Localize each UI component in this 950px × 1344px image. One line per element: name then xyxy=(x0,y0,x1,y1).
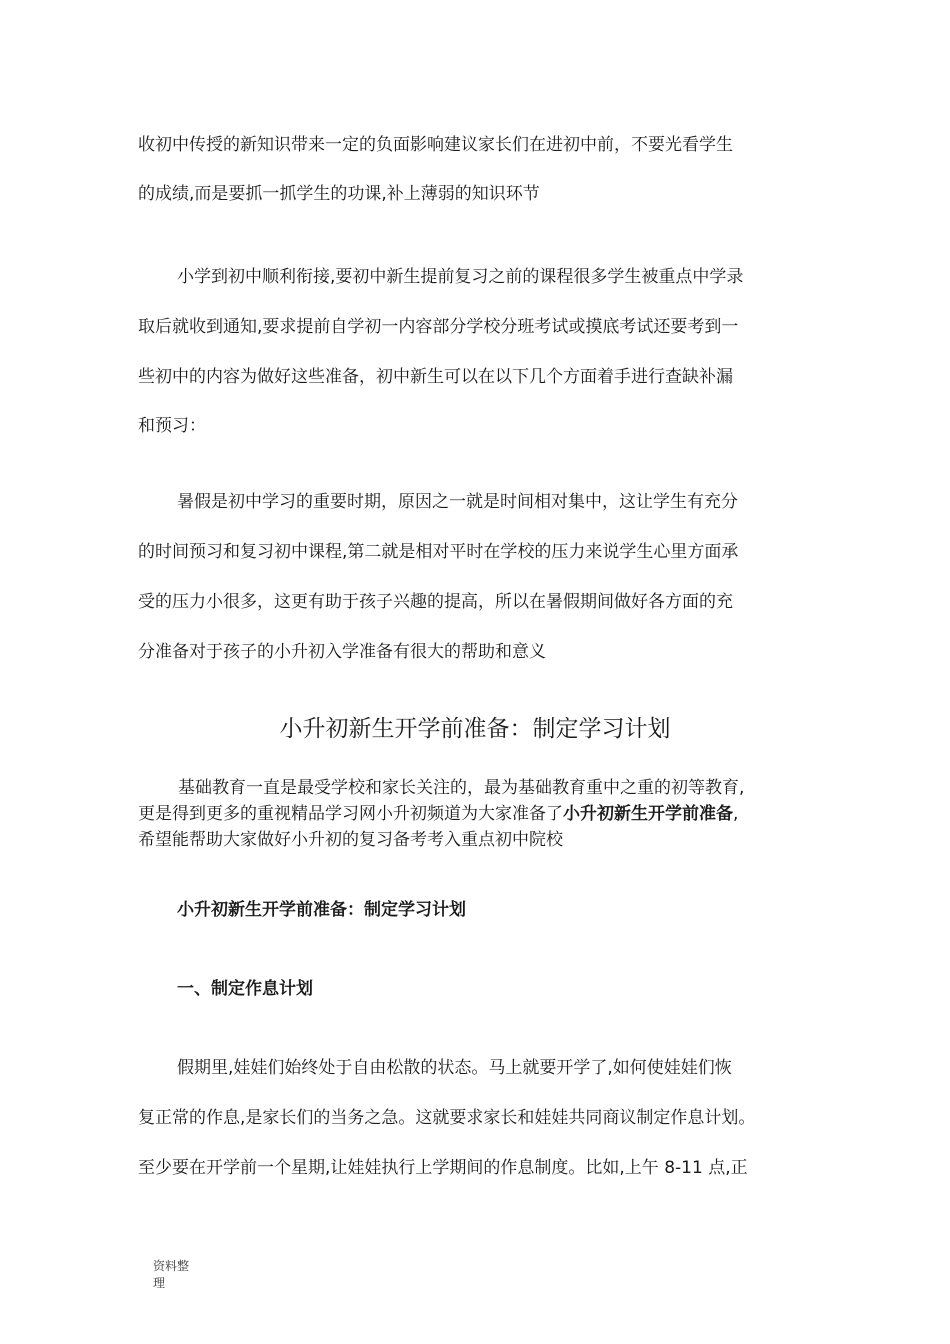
footer-line-1: 资料整 xyxy=(153,1259,190,1273)
intro-line-3: 希望能帮助大家做好小升初的复习备考考入重点初中院校 xyxy=(138,830,563,850)
paragraph-2-line-4: 和预习： xyxy=(138,416,206,436)
paragraph-2-line-2: 取后就收到通知,要求提前自学初一内容部分学校分班考试或摸底考试还要考到一 xyxy=(138,317,739,337)
intro-line-2-end: , xyxy=(733,804,739,824)
intro-line-2 xyxy=(138,801,818,827)
paragraph-3-line-1: 暑假是初中学习的重要时期，原因之一就是时间相对集中，这让学生有充分 xyxy=(177,492,738,512)
page-footer xyxy=(153,1258,189,1292)
paragraph-1-line-1: 收初中传授的新知识带来一定的负面影响建议家长们在进初中前，不要光看学生 xyxy=(138,135,733,155)
paragraph-4-line-2: 复正常的作息,是家长们的当务之急。这就要求家长和娃娃共同商议制定作息计划。 xyxy=(138,1108,756,1128)
intro-line-2-text: 更是得到更多的重视精品学习网小升初频道为大家准备了 xyxy=(138,804,563,824)
footer-line-2: 理 xyxy=(153,1276,166,1290)
paragraph-3-line-2: 的时间预习和复习初中课程,第二就是相对平时在学校的压力来说学生心里方面承 xyxy=(138,542,739,562)
paragraph-3-line-4: 分准备对于孩子的小升初入学准备有很大的帮助和意义 xyxy=(138,642,546,662)
section-title: 小升初新生开学前准备：制定学习计划 xyxy=(279,716,671,742)
paragraph-4-line-3: 至少要在开学前一个星期,让娃娃执行上学期间的作息制度。比如,上午 8-11 点,正 xyxy=(138,1158,748,1178)
paragraph-1-line-2: 的成绩,而是要抓一抓学生的功课,补上薄弱的知识环节 xyxy=(138,184,540,204)
intro-line-1: 基础教育一直是最受学校和家长关注的，最为基础教育重中之重的初等教育, xyxy=(178,778,745,798)
subheading: 小升初新生开学前准备：制定学习计划 xyxy=(177,900,466,920)
heading-one: 一、制定作息计划 xyxy=(177,979,313,999)
paragraph-3-line-3: 受的压力小很多，这更有助于孩子兴趣的提高，所以在暑假期间做好各方面的充 xyxy=(138,592,733,612)
intro-highlight: 小升初新生开学前准备 xyxy=(563,804,733,824)
paragraph-2-line-3: 些初中的内容为做好这些准备，初中新生可以在以下几个方面着手进行查缺补漏 xyxy=(138,367,733,387)
paragraph-4-line-1: 假期里,娃娃们始终处于自由松散的状态。马上就要开学了,如何使娃娃们恢 xyxy=(177,1058,732,1078)
intro-paragraph xyxy=(138,775,818,853)
paragraph-2-line-1: 小学到初中顺利衔接,要初中新生提前复习之前的课程很多学生被重点中学录 xyxy=(177,267,744,287)
